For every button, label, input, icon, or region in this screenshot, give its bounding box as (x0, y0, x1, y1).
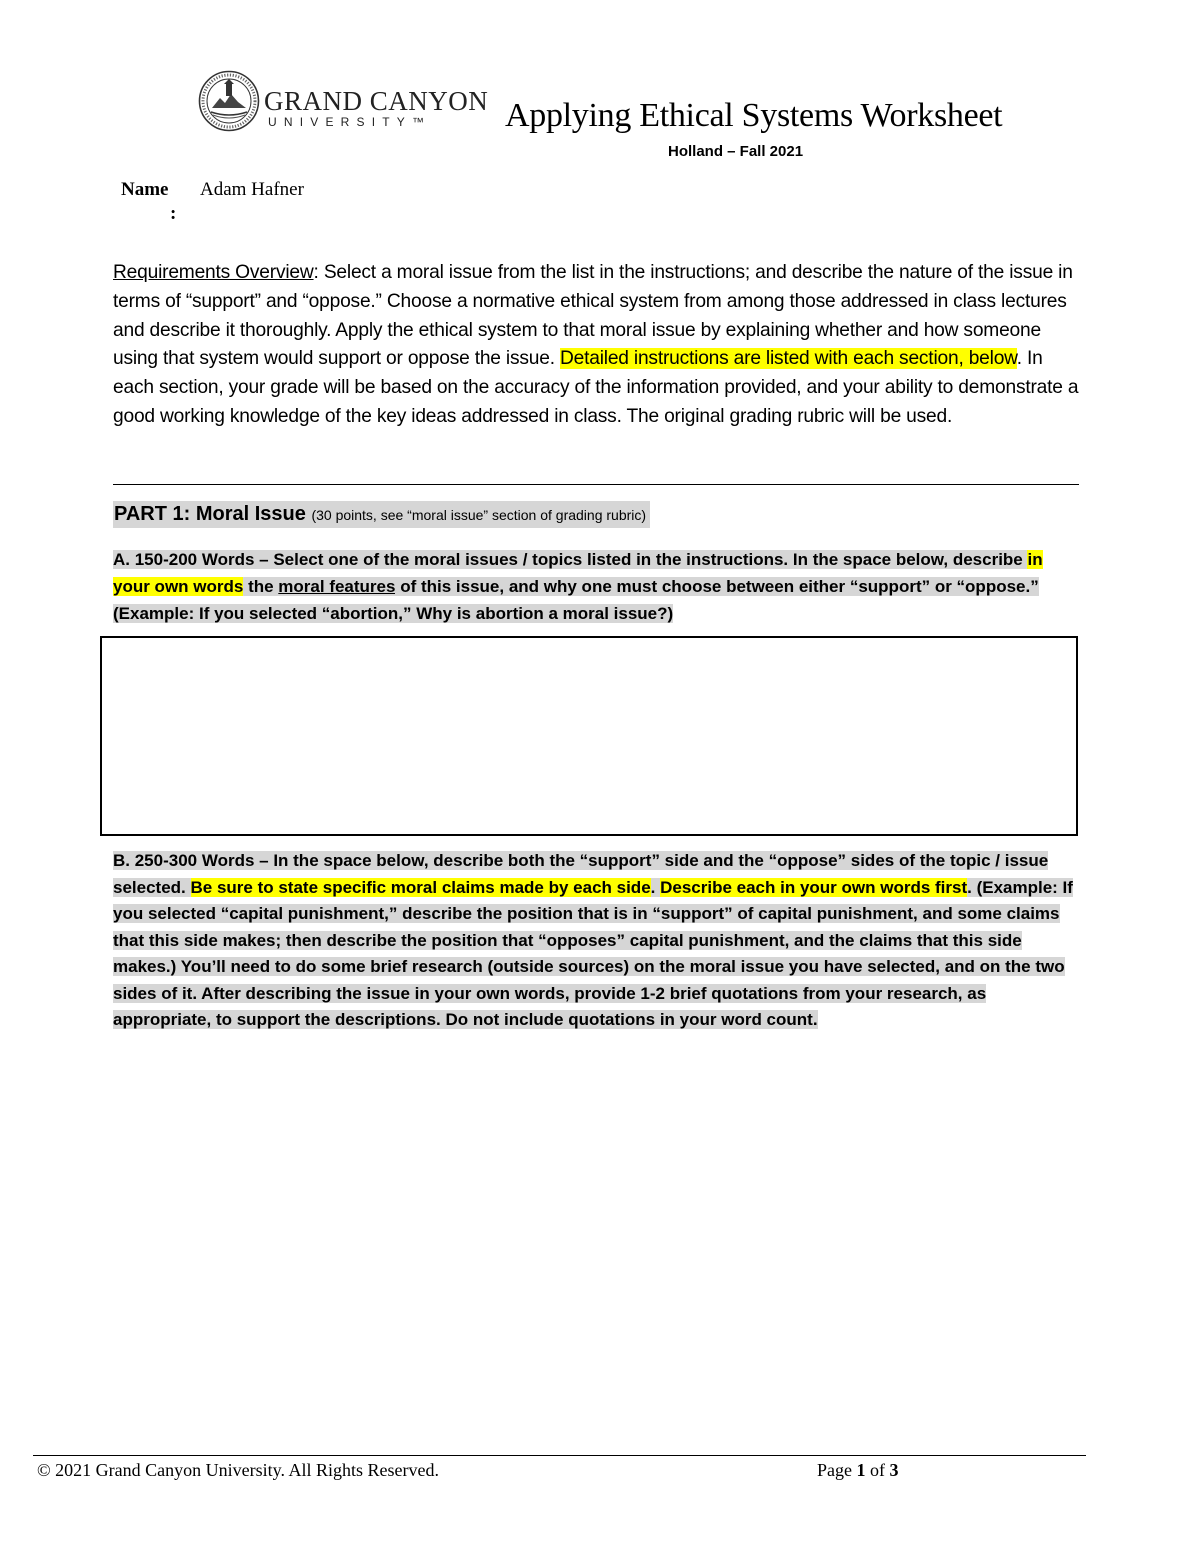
part-1-heading (113, 501, 650, 528)
page-total: 3 (889, 1460, 899, 1480)
question-a-underline: moral features (278, 577, 396, 596)
requirements-highlight: Detailed instructions are listed with each section, below (559, 348, 1017, 370)
question-b-text-1: B. 250-300 Words – In the space below, describe both the “support” side and the “oppose” sides of the topic / issue selected. (113, 851, 1049, 897)
footer-page-number (817, 1460, 899, 1481)
page-current: 1 (856, 1460, 866, 1480)
requirements-overview (113, 259, 1088, 432)
question-b-highlight-2: Describe each in your own words first (660, 877, 968, 897)
question-b-text-2: . (650, 877, 661, 897)
question-a-text-3: of this issue, and why one must choose between either “support” or “oppose.” (Example: If you selected “abortion,” Why is abortion a moral issue?) (113, 577, 1039, 623)
requirements-text-1: Select a moral issue from the list in the instructions; and describe the nature of the issue in terms of “support” and “oppose.” Choose a normative ethical system from among those addressed in class lectures and describe it thoroughly. Apply the ethical system to that moral issue by explaining whether and how someone using that system would support or oppose the issue. (113, 262, 1073, 370)
question-a (113, 546, 1048, 627)
question-a-text-1: A. 150-200 Words – Select one of the moral issues / topics listed in the instructions. In the space below, describe (113, 550, 1028, 569)
requirements-sep: : (313, 262, 324, 283)
footer-divider (33, 1455, 1086, 1456)
logo-wordmark: GRAND CANYON (264, 86, 489, 116)
question-a-text-2: the (243, 577, 279, 596)
question-b (113, 848, 1083, 1034)
question-b-text-3: . (Example: If you selected “capital punishment,” describe the position that is in “support” of capital punishment, and some claims that this side makes; then describe the position that “opposes” capital punishment, and the claims that this side makes.) You’ll need to do some brief research (outside sources) on the moral issue you have selected, and on the two sides of it. After describing the issue in your own words, provide 1-2 brief quotations from your research, as appropriate, to support the descriptions. Do not include quotations in your word count. (113, 877, 1073, 1029)
page-of: of (865, 1460, 890, 1480)
question-b-highlight-1: Be sure to state specific moral claims made by each side (190, 877, 651, 897)
answer-box-a[interactable] (100, 636, 1078, 836)
university-seal-icon (198, 70, 260, 132)
logo-subtitle: UNIVERSITY™ (268, 115, 432, 129)
footer-copyright: © 2021 Grand Canyon University. All Rights Reserved. (37, 1460, 439, 1480)
document-title: Applying Ethical Systems Worksheet (505, 97, 1003, 134)
requirements-label: Requirements Overview (113, 262, 314, 283)
page-word: Page (817, 1460, 857, 1480)
requirements-text-2: . In each section, your grade will be based on the accuracy of the information provided, and your ability to demonstrate a good working knowledge of the key ideas addressed in class. The original grading rubric will be used. (113, 348, 1079, 427)
section-divider (113, 484, 1079, 485)
name-colon: : (170, 203, 177, 224)
part-1-note: (30 points, see “moral issue” section of grading rubric) (311, 507, 647, 523)
part-1-title: PART 1: Moral Issue (114, 503, 312, 525)
document-subtitle: Holland – Fall 2021 (668, 143, 804, 160)
question-a-highlight: in your own words (113, 550, 1043, 596)
name-label: Name (121, 179, 169, 200)
name-value[interactable]: Adam Hafner (200, 179, 304, 200)
